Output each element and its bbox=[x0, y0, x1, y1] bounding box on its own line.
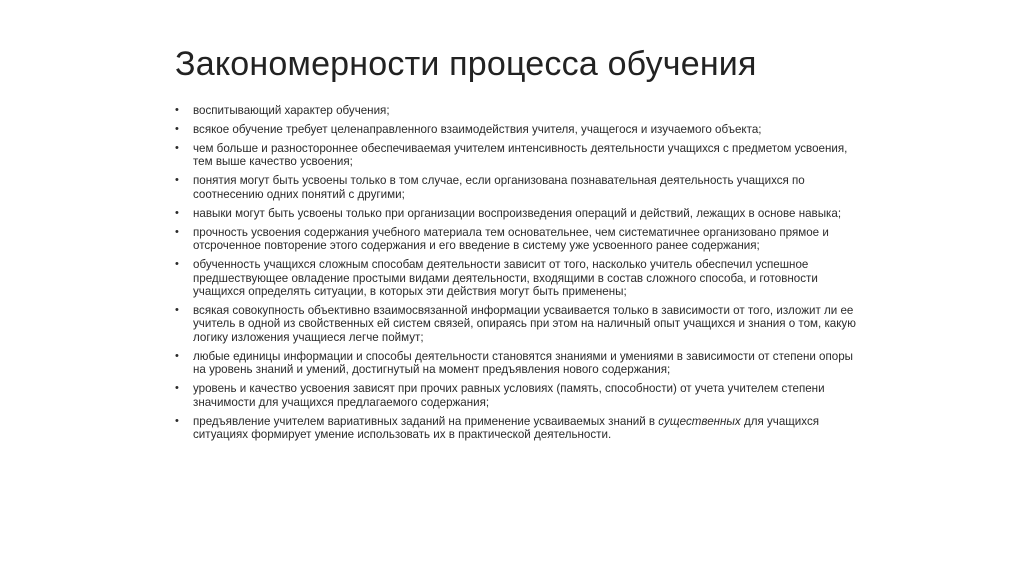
bullet-icon: • bbox=[175, 104, 179, 116]
list-item bbox=[175, 104, 865, 117]
list-item bbox=[175, 382, 865, 409]
list-item-text: любые единицы информации и способы деятельности становятся знаниями и умениями в зависимости от степени опоры на уровень знаний и умений, достигнутый на момент предъявления нового содержания; bbox=[193, 349, 853, 377]
list-item bbox=[175, 304, 865, 344]
list-item bbox=[175, 350, 865, 377]
bullet-icon: • bbox=[175, 206, 179, 219]
list-item-text-italic: существенных bbox=[658, 414, 741, 428]
slide-title: Закономерности процесса обучения bbox=[175, 45, 757, 83]
list-item-text-before: предъявление учителем вариативных заданий на применение усваиваемых знаний в bbox=[193, 414, 659, 428]
list-item bbox=[175, 226, 865, 253]
bullet-icon: • bbox=[175, 382, 179, 395]
list-item-text: прочность усвоения содержания учебного материала тем основательнее, чем систематичнее организовано прямое и отсроченное повторение этого содержания и его введение в систему уже усвоенного ранее содержания; bbox=[193, 225, 829, 253]
list-item-text-after: для учащихся ситуациях формирует умение использовать их в практической деятельности. bbox=[193, 414, 820, 442]
list-item-text: всякая совокупность объективно взаимосвязанной информации усваивается только в зависимости от того, изложит ли ее учитель в одной из свойственных ей систем связей, опираясь при этом на наличный опыт учащихся и знания о том, какую логику изложения учащиеся легче поймут; bbox=[193, 304, 856, 344]
list-item-text: воспитывающий характер обучения; bbox=[193, 104, 390, 117]
bullet-icon: • bbox=[175, 304, 179, 317]
bullet-icon: • bbox=[175, 123, 179, 135]
list-item bbox=[175, 174, 865, 201]
bullet-list bbox=[175, 104, 865, 447]
bullet-icon: • bbox=[175, 142, 179, 154]
list-item bbox=[175, 258, 865, 298]
list-item-text: всякое обучение требует целенаправленного взаимодействия учителя, учащегося и изучаемого объекта; bbox=[193, 123, 762, 136]
bullet-icon: • bbox=[175, 349, 179, 362]
list-item-text: чем больше и разностороннее обеспечиваемая учителем интенсивность деятельности учащихся с предметом усвоения, тем выше качество усвоения; bbox=[193, 142, 848, 169]
list-item-text: обученность учащихся сложным способам деятельности зависит от того, насколько учитель обеспечил успешное предшествующее овладение простыми видами деятельности, входящими в состав сложного способа, и готовности учащихся определять ситуации, в которых эти действия могут быть применены; bbox=[193, 258, 818, 299]
list-item bbox=[175, 142, 865, 169]
bullet-icon: • bbox=[175, 225, 179, 238]
list-item bbox=[175, 123, 865, 136]
list-item bbox=[175, 415, 865, 442]
list-item bbox=[175, 207, 865, 220]
list-item-text: уровень и качество усвоения зависят при прочих равных условиях (память, способности) от учета учителем степени значимости для учащихся предлагаемого содержания; bbox=[193, 382, 825, 409]
list-item-text: навыки могут быть усвоены только при организации воспроизведения операций и действий, лежащих в основе навыка; bbox=[193, 206, 842, 220]
bullet-icon: • bbox=[175, 414, 179, 427]
bullet-icon: • bbox=[175, 174, 179, 187]
list-item-text: понятия могут быть усвоены только в том случае, если организована познавательная деятельность учащихся по соотнесению одних понятий с другими; bbox=[193, 174, 805, 201]
bullet-icon: • bbox=[175, 258, 179, 271]
